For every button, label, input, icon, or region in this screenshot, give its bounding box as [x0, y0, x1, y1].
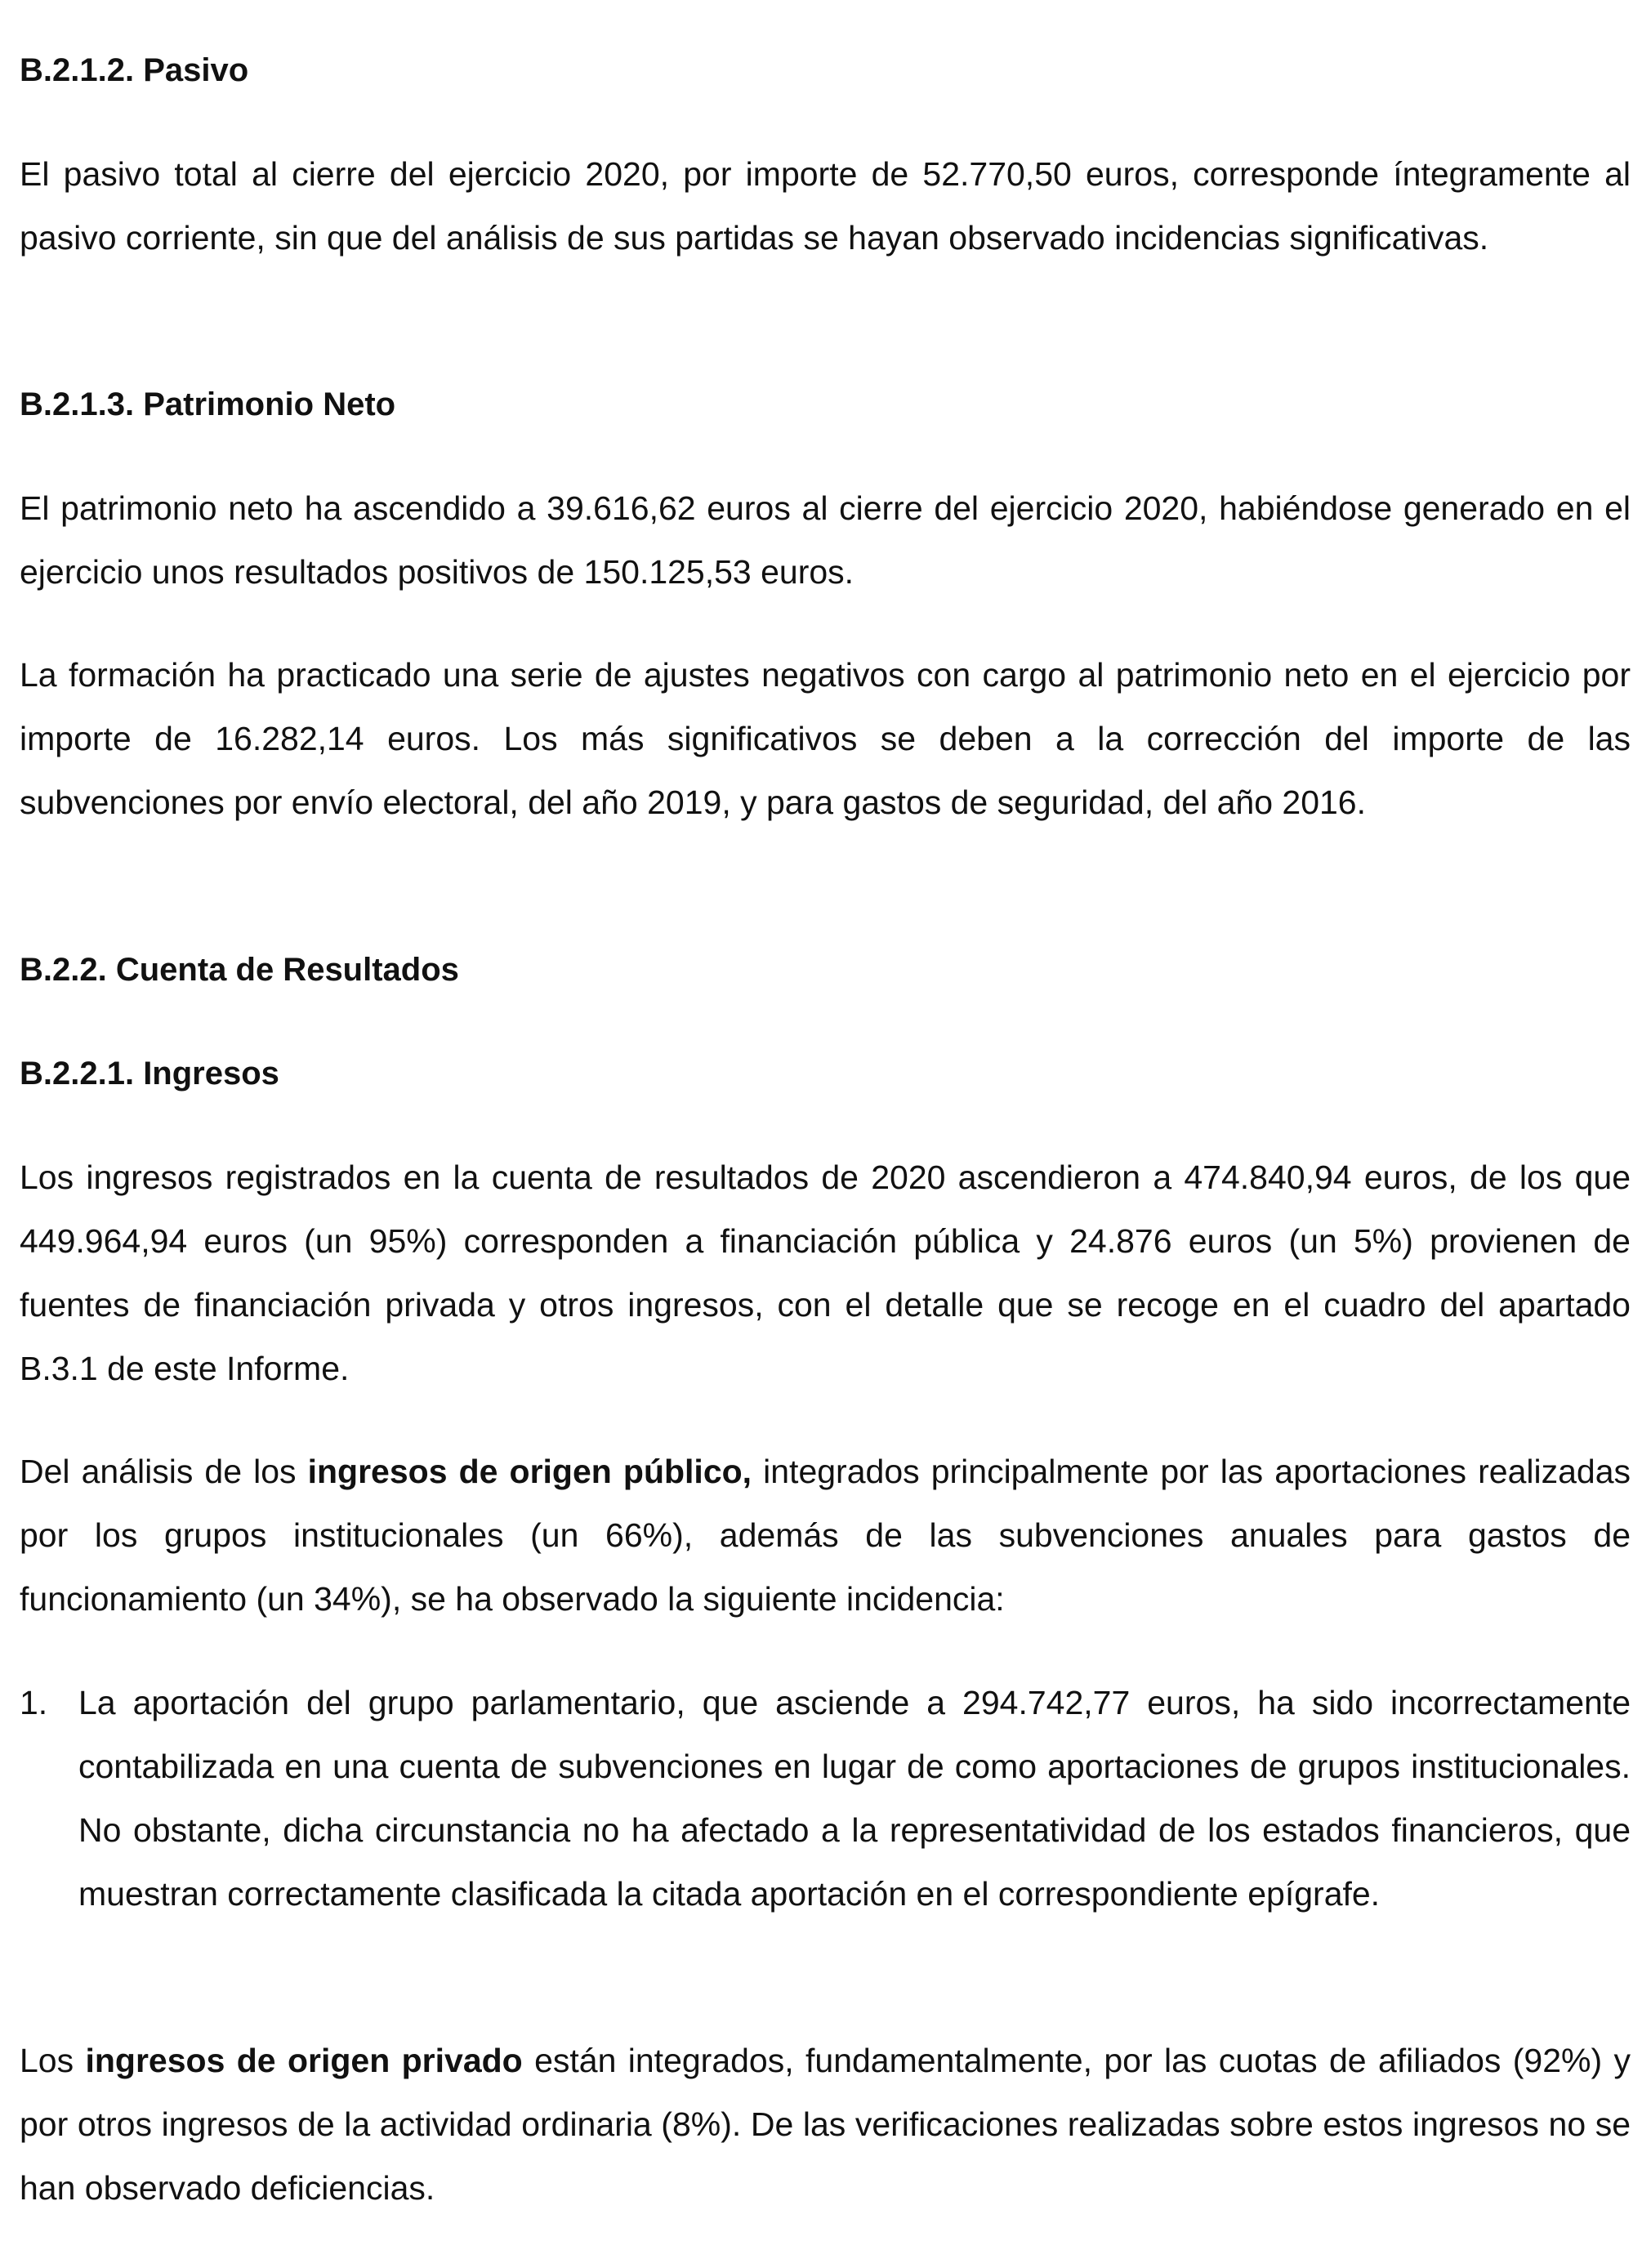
bold-term-ingresos-publicos: ingresos de origen público, — [307, 1453, 752, 1490]
numbered-list — [20, 1671, 1631, 1926]
paragraph-ingresos-publicos — [20, 1440, 1631, 1631]
paragraph-ingresos-privados — [20, 2029, 1631, 2220]
text-segment: integrados principalmente por las aportaciones realizadas por los grupos institucionales (un 66%), además de las subvenciones anuales para gastos de funcionamiento (un 34%), se ha observado la siguiente incidencia: — [20, 1453, 1631, 1618]
list-item-number: 1. — [20, 1684, 48, 1721]
text-segment: Los — [20, 2042, 86, 2079]
heading-patrimonio-neto: B.2.1.3. Patrimonio Neto — [20, 386, 396, 422]
paragraph-ingresos-1: Los ingresos registrados en la cuenta de resultados de 2020 ascendieron a 474.840,94 euros, de los que 449.964,94 euros (un 95%) corresponden a financiación pública y 24.876 euros (un 5%) provienen de fuentes de financiación privada y otros ingresos, con el detalle que se recoge en el cuadro del apartado B.3.1 de este Informe. — [20, 1159, 1631, 1387]
heading-pasivo: B.2.1.2. Pasivo — [20, 52, 249, 88]
text-segment: están integrados, fundamentalmente, por las cuotas de afiliados (92%) y por otros ingresos de la actividad ordinaria (8%). De las verificaciones realizadas sobre estos ingresos no se han observado deficiencias. — [20, 2042, 1631, 2207]
paragraph-patrimonio-2: La formación ha practicado una serie de ajustes negativos con cargo al patrimonio neto en el ejercicio por importe de 16.282,14 euros. Los más significativos se deben a la corrección del importe de las subvenciones por envío electoral, del año 2019, y para gastos de seguridad, del año 2016. — [20, 656, 1631, 821]
bold-term-ingresos-privados: ingresos de origen privado — [85, 2042, 523, 2079]
paragraph-patrimonio-1: El patrimonio neto ha ascendido a 39.616,62 euros al cierre del ejercicio 2020, habiéndose generado en el ejercicio unos resultados positivos de 150.125,53 euros. — [20, 489, 1631, 591]
heading-cuenta-resultados: B.2.2. Cuenta de Resultados — [20, 952, 459, 988]
text-segment: Del análisis de los — [20, 1453, 308, 1490]
list-item-text: La aportación del grupo parlamentario, que asciende a 294.742,77 euros, ha sido incorrectamente contabilizada en una cuenta de subvenciones en lugar de como aportaciones de grupos institucionales. No obstante, dicha circunstancia no ha afectado a la representatividad de los estados financieros, que muestran correctamente clasificada la citada aportación en el correspondiente epígrafe. — [78, 1684, 1631, 1913]
paragraph-pasivo: El pasivo total al cierre del ejercicio 2020, por importe de 52.770,50 euros, corresponde íntegramente al pasivo corriente, sin que del análisis de sus partidas se hayan observado incidencias significativas. — [20, 155, 1631, 257]
heading-ingresos: B.2.2.1. Ingresos — [20, 1056, 279, 1092]
